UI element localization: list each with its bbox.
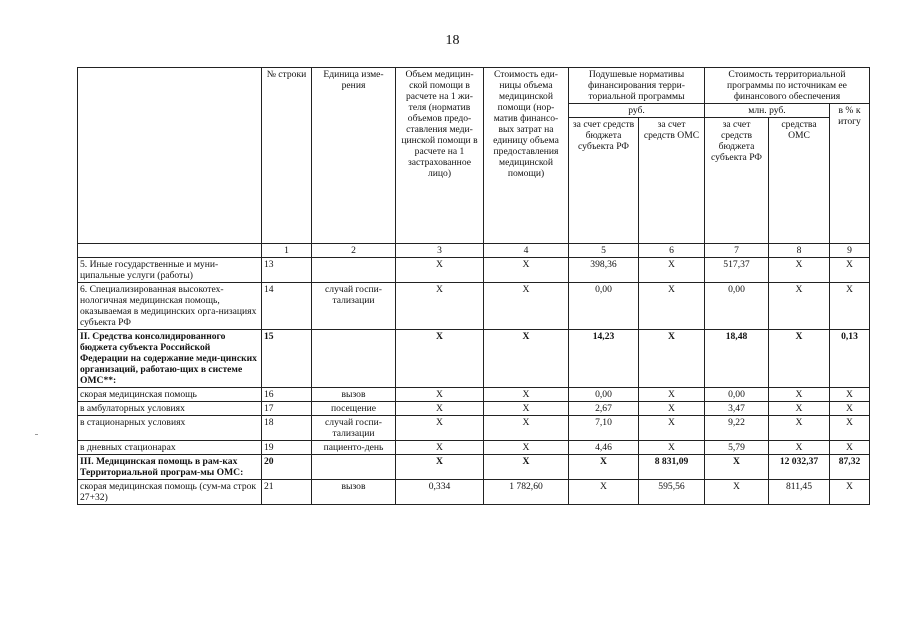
row-name: в стационарных условиях [78, 416, 262, 441]
row-pc-budget: 2,67 [569, 402, 639, 416]
row-percent: Х [830, 441, 870, 455]
scan-speck [35, 434, 38, 435]
row-unit [312, 258, 396, 283]
row-pc-oms: Х [639, 416, 705, 441]
column-number: 1 [262, 244, 312, 258]
table-row [78, 330, 870, 388]
row-cost: Х [484, 283, 569, 330]
row-volume: Х [396, 330, 484, 388]
row-pc-budget: Х [569, 455, 639, 480]
row-cost: Х [484, 441, 569, 455]
row-cost: Х [484, 258, 569, 283]
row-pc-oms: Х [639, 258, 705, 283]
row-percent: 0,13 [830, 330, 870, 388]
table-body [78, 258, 870, 505]
row-cost: Х [484, 402, 569, 416]
header-per-capita: Подушевые нормативы финансирования терри-ториальной программы [569, 68, 705, 104]
row-pc-oms: Х [639, 441, 705, 455]
row-cost: Х [484, 455, 569, 480]
column-number: 3 [396, 244, 484, 258]
row-volume: Х [396, 388, 484, 402]
row-pc-budget: 0,00 [569, 388, 639, 402]
row-volume: Х [396, 402, 484, 416]
header-volume: Объем медицин-ской помощи в расчете на 1 жи-теля (норматив объемов предо-ставления меди-цинской помощи в расчете на 1 застрахованное лицо) [396, 68, 484, 244]
row-number: 17 [262, 402, 312, 416]
row-name: 5. Иные государственные и муни-ципальные услуги (работы) [78, 258, 262, 283]
column-number-blank [78, 244, 262, 258]
row-percent: Х [830, 480, 870, 505]
row-unit [312, 330, 396, 388]
row-pc-budget: 398,36 [569, 258, 639, 283]
row-name: III. Медицинская помощь в рам-ках Территориальной програм-мы ОМС: [78, 455, 262, 480]
row-number: 14 [262, 283, 312, 330]
row-pc-budget: 0,00 [569, 283, 639, 330]
row-tc-budget: Х [705, 480, 769, 505]
row-unit: пациенто-день [312, 441, 396, 455]
row-volume: Х [396, 258, 484, 283]
row-name: в дневных стационарах [78, 441, 262, 455]
row-tc-budget: 3,47 [705, 402, 769, 416]
row-tc-oms: Х [769, 330, 830, 388]
row-number: 19 [262, 441, 312, 455]
row-number: 20 [262, 455, 312, 480]
table-row [78, 480, 870, 505]
row-pc-oms: Х [639, 402, 705, 416]
row-volume: Х [396, 441, 484, 455]
row-unit: случай госпи-тализации [312, 283, 396, 330]
column-number: 2 [312, 244, 396, 258]
row-tc-oms: 12 032,37 [769, 455, 830, 480]
row-volume: Х [396, 416, 484, 441]
header-oms-funds: за счет средств ОМС [639, 118, 705, 244]
table-row [78, 258, 870, 283]
table-row [78, 402, 870, 416]
row-pc-budget: 14,23 [569, 330, 639, 388]
row-cost: Х [484, 330, 569, 388]
header-mln-rub: млн. руб. [705, 104, 830, 118]
row-pc-oms: Х [639, 283, 705, 330]
row-pc-oms: Х [639, 330, 705, 388]
page-number: 18 [445, 33, 460, 48]
header-rub: руб. [569, 104, 705, 118]
row-name: скорая медицинская помощь [78, 388, 262, 402]
column-number-row [78, 244, 870, 258]
column-number: 8 [769, 244, 830, 258]
table-row [78, 455, 870, 480]
table-row [78, 416, 870, 441]
header-blank [78, 68, 262, 244]
row-name: скорая медицинская помощь (сум-ма строк 27+32) [78, 480, 262, 505]
table-row [78, 388, 870, 402]
row-tc-oms: Х [769, 402, 830, 416]
header-row-number: № строки [262, 68, 312, 244]
header-program-cost: Стоимость территориальной программы по источникам ее финансового обеспечения [705, 68, 870, 104]
header-percent-total: в % к итогу [830, 104, 870, 244]
row-volume: Х [396, 455, 484, 480]
row-percent: 87,32 [830, 455, 870, 480]
row-number: 15 [262, 330, 312, 388]
row-tc-oms: 811,45 [769, 480, 830, 505]
row-pc-oms: 8 831,09 [639, 455, 705, 480]
header-budget-funds: за счет средств бюджета субъекта РФ [569, 118, 639, 244]
row-tc-budget: 5,79 [705, 441, 769, 455]
row-cost: Х [484, 388, 569, 402]
row-percent: Х [830, 388, 870, 402]
row-tc-oms: Х [769, 388, 830, 402]
row-pc-budget: 4,46 [569, 441, 639, 455]
row-name: II. Средства консолидированного бюджета субъекта Российской Федерации на содержание меди-цинских организаций, работаю-щих в системе ОМС**: [78, 330, 262, 388]
row-percent: Х [830, 416, 870, 441]
row-percent: Х [830, 258, 870, 283]
row-number: 21 [262, 480, 312, 505]
row-pc-budget: Х [569, 480, 639, 505]
row-percent: Х [830, 402, 870, 416]
row-unit: посещение [312, 402, 396, 416]
row-tc-budget: Х [705, 455, 769, 480]
row-unit: случай госпи-тализации [312, 416, 396, 441]
row-tc-oms: Х [769, 441, 830, 455]
table-row [78, 283, 870, 330]
header-unit: Единица изме-рения [312, 68, 396, 244]
header-budget-funds-mln: за счет средств бюджета субъекта РФ [705, 118, 769, 244]
row-number: 13 [262, 258, 312, 283]
row-name: 6. Специализированная высокотех-нологичная медицинская помощь, оказываемая в медицинских орга-низациях субъекта РФ [78, 283, 262, 330]
row-tc-budget: 0,00 [705, 283, 769, 330]
row-unit: вызов [312, 388, 396, 402]
row-unit [312, 455, 396, 480]
row-tc-oms: Х [769, 283, 830, 330]
row-name: в амбулаторных условиях [78, 402, 262, 416]
financing-table [77, 67, 870, 505]
row-tc-budget: 18,48 [705, 330, 769, 388]
header-oms-funds-mln: средства ОМС [769, 118, 830, 244]
row-pc-budget: 7,10 [569, 416, 639, 441]
row-unit: вызов [312, 480, 396, 505]
row-cost: Х [484, 416, 569, 441]
row-pc-oms: 595,56 [639, 480, 705, 505]
column-number: 9 [830, 244, 870, 258]
table-row [78, 441, 870, 455]
column-number: 4 [484, 244, 569, 258]
row-tc-oms: Х [769, 258, 830, 283]
column-number: 5 [569, 244, 639, 258]
row-tc-budget: 517,37 [705, 258, 769, 283]
column-number: 7 [705, 244, 769, 258]
header-cost-per-unit: Стоимость еди-ницы объема медицинской помощи (нор-матив финансо-вых затрат на единицу объема предоставления медицинской помощи) [484, 68, 569, 244]
row-tc-budget: 9,22 [705, 416, 769, 441]
row-number: 16 [262, 388, 312, 402]
row-tc-budget: 0,00 [705, 388, 769, 402]
row-tc-oms: Х [769, 416, 830, 441]
row-volume: 0,334 [396, 480, 484, 505]
column-number: 6 [639, 244, 705, 258]
row-number: 18 [262, 416, 312, 441]
row-cost: 1 782,60 [484, 480, 569, 505]
row-percent: Х [830, 283, 870, 330]
table-header [78, 68, 870, 258]
row-pc-oms: Х [639, 388, 705, 402]
row-volume: Х [396, 283, 484, 330]
